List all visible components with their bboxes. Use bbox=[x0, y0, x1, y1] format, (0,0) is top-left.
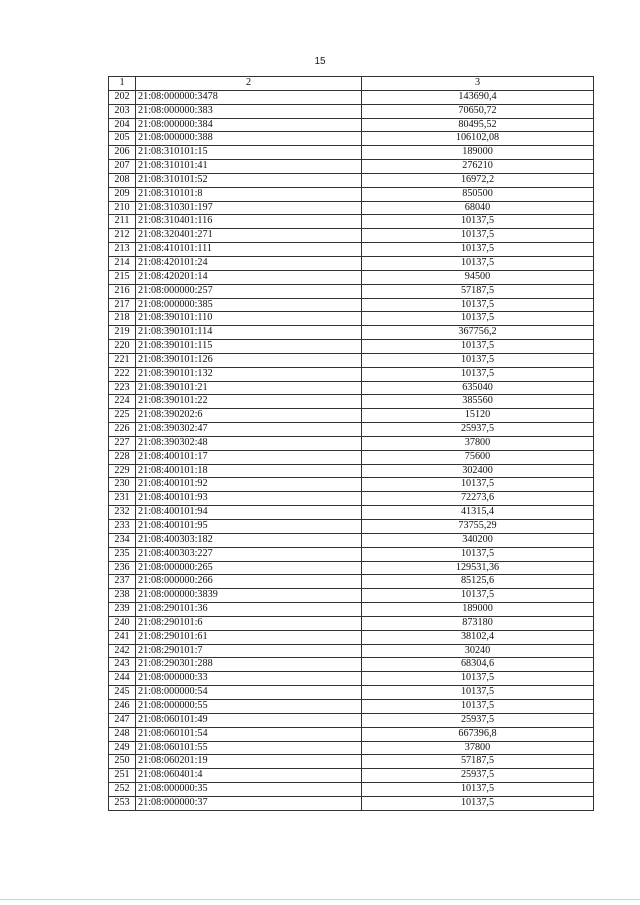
cell-cadastral-number: 21:08:060101:55 bbox=[136, 741, 362, 755]
cell-row-number: 252 bbox=[109, 783, 136, 797]
table-row bbox=[109, 104, 594, 118]
cell-cadastral-number: 21:08:400101:18 bbox=[136, 464, 362, 478]
table-row bbox=[109, 298, 594, 312]
table-row bbox=[109, 672, 594, 686]
cell-cadastral-number: 21:08:000000:35 bbox=[136, 783, 362, 797]
cell-value: 10137,5 bbox=[362, 686, 594, 700]
cell-value: 25937,5 bbox=[362, 769, 594, 783]
table-row bbox=[109, 589, 594, 603]
cell-value: 73755,29 bbox=[362, 520, 594, 534]
cell-cadastral-number: 21:08:290301:288 bbox=[136, 658, 362, 672]
cell-row-number: 246 bbox=[109, 699, 136, 713]
table-row bbox=[109, 243, 594, 257]
cell-cadastral-number: 21:08:060401:4 bbox=[136, 769, 362, 783]
table-row bbox=[109, 118, 594, 132]
cell-value: 10137,5 bbox=[362, 256, 594, 270]
cell-value: 10137,5 bbox=[362, 699, 594, 713]
cell-row-number: 217 bbox=[109, 298, 136, 312]
cell-row-number: 235 bbox=[109, 547, 136, 561]
cell-value: 367756,2 bbox=[362, 326, 594, 340]
table-row bbox=[109, 783, 594, 797]
cell-cadastral-number: 21:08:000000:37 bbox=[136, 796, 362, 810]
table-row bbox=[109, 644, 594, 658]
table-row bbox=[109, 201, 594, 215]
cell-row-number: 243 bbox=[109, 658, 136, 672]
cell-row-number: 203 bbox=[109, 104, 136, 118]
table-row bbox=[109, 90, 594, 104]
cell-row-number: 205 bbox=[109, 132, 136, 146]
page-number: 15 bbox=[314, 56, 326, 67]
cell-value: 10137,5 bbox=[362, 672, 594, 686]
cell-row-number: 232 bbox=[109, 506, 136, 520]
cell-value: 38102,4 bbox=[362, 630, 594, 644]
cell-value: 10137,5 bbox=[362, 298, 594, 312]
cell-row-number: 251 bbox=[109, 769, 136, 783]
cell-cadastral-number: 21:08:000000:3839 bbox=[136, 589, 362, 603]
cell-cadastral-number: 21:08:400101:94 bbox=[136, 506, 362, 520]
cell-cadastral-number: 21:08:290101:7 bbox=[136, 644, 362, 658]
cell-cadastral-number: 21:08:000000:266 bbox=[136, 575, 362, 589]
cell-row-number: 253 bbox=[109, 796, 136, 810]
cell-cadastral-number: 21:08:000000:383 bbox=[136, 104, 362, 118]
cell-value: 276210 bbox=[362, 160, 594, 174]
table-row bbox=[109, 492, 594, 506]
cell-cadastral-number: 21:08:310101:15 bbox=[136, 146, 362, 160]
cell-row-number: 208 bbox=[109, 173, 136, 187]
table-row bbox=[109, 326, 594, 340]
cell-row-number: 224 bbox=[109, 395, 136, 409]
cell-value: 635040 bbox=[362, 381, 594, 395]
cell-cadastral-number: 21:08:060101:54 bbox=[136, 727, 362, 741]
table-row bbox=[109, 464, 594, 478]
cell-value: 10137,5 bbox=[362, 353, 594, 367]
cell-row-number: 241 bbox=[109, 630, 136, 644]
cell-row-number: 231 bbox=[109, 492, 136, 506]
table-row bbox=[109, 353, 594, 367]
cell-value: 10137,5 bbox=[362, 243, 594, 257]
cell-value: 143690,4 bbox=[362, 90, 594, 104]
cell-value: 37800 bbox=[362, 741, 594, 755]
cell-row-number: 242 bbox=[109, 644, 136, 658]
cell-cadastral-number: 21:08:320401:271 bbox=[136, 229, 362, 243]
cell-row-number: 250 bbox=[109, 755, 136, 769]
cell-value: 25937,5 bbox=[362, 423, 594, 437]
cell-value: 15120 bbox=[362, 409, 594, 423]
cell-row-number: 218 bbox=[109, 312, 136, 326]
cell-row-number: 240 bbox=[109, 616, 136, 630]
cell-value: 10137,5 bbox=[362, 783, 594, 797]
cell-value: 667396,8 bbox=[362, 727, 594, 741]
cell-value: 68304,6 bbox=[362, 658, 594, 672]
cell-value: 75600 bbox=[362, 450, 594, 464]
cell-row-number: 215 bbox=[109, 270, 136, 284]
table-row bbox=[109, 658, 594, 672]
cell-value: 80495,52 bbox=[362, 118, 594, 132]
cell-value: 25937,5 bbox=[362, 713, 594, 727]
cell-value: 873180 bbox=[362, 616, 594, 630]
cell-row-number: 202 bbox=[109, 90, 136, 104]
cell-row-number: 236 bbox=[109, 561, 136, 575]
cell-cadastral-number: 21:08:400101:95 bbox=[136, 520, 362, 534]
cell-cadastral-number: 21:08:290101:36 bbox=[136, 603, 362, 617]
table-row bbox=[109, 713, 594, 727]
cell-cadastral-number: 21:08:390302:48 bbox=[136, 436, 362, 450]
cell-row-number: 248 bbox=[109, 727, 136, 741]
cell-cadastral-number: 21:08:410101:111 bbox=[136, 243, 362, 257]
table-row bbox=[109, 755, 594, 769]
cell-row-number: 225 bbox=[109, 409, 136, 423]
table-row bbox=[109, 146, 594, 160]
table-row bbox=[109, 187, 594, 201]
cell-cadastral-number: 21:08:390101:22 bbox=[136, 395, 362, 409]
cell-value: 57187,5 bbox=[362, 284, 594, 298]
table-row bbox=[109, 381, 594, 395]
cell-cadastral-number: 21:08:000000:385 bbox=[136, 298, 362, 312]
cell-value: 68040 bbox=[362, 201, 594, 215]
table-row bbox=[109, 160, 594, 174]
cell-cadastral-number: 21:08:060101:49 bbox=[136, 713, 362, 727]
table-row bbox=[109, 741, 594, 755]
cell-cadastral-number: 21:08:390101:126 bbox=[136, 353, 362, 367]
cell-value: 129531,36 bbox=[362, 561, 594, 575]
table-body bbox=[109, 77, 594, 811]
cell-value: 85125,6 bbox=[362, 575, 594, 589]
cell-cadastral-number: 21:08:420101:24 bbox=[136, 256, 362, 270]
cell-cadastral-number: 21:08:400101:92 bbox=[136, 478, 362, 492]
column-header: 1 bbox=[109, 77, 136, 91]
table-row bbox=[109, 478, 594, 492]
cell-row-number: 223 bbox=[109, 381, 136, 395]
cell-row-number: 228 bbox=[109, 450, 136, 464]
cell-value: 57187,5 bbox=[362, 755, 594, 769]
page-bottom-edge bbox=[0, 899, 640, 900]
cell-cadastral-number: 21:08:000000:3478 bbox=[136, 90, 362, 104]
table-row bbox=[109, 409, 594, 423]
table-row bbox=[109, 575, 594, 589]
cell-cadastral-number: 21:08:390302:47 bbox=[136, 423, 362, 437]
cell-value: 10137,5 bbox=[362, 312, 594, 326]
cell-cadastral-number: 21:08:390101:132 bbox=[136, 367, 362, 381]
cell-value: 70650,72 bbox=[362, 104, 594, 118]
cell-cadastral-number: 21:08:310101:41 bbox=[136, 160, 362, 174]
cell-row-number: 220 bbox=[109, 340, 136, 354]
cell-cadastral-number: 21:08:420201:14 bbox=[136, 270, 362, 284]
cell-cadastral-number: 21:08:310401:116 bbox=[136, 215, 362, 229]
table-row bbox=[109, 506, 594, 520]
cell-row-number: 238 bbox=[109, 589, 136, 603]
cell-row-number: 247 bbox=[109, 713, 136, 727]
cell-cadastral-number: 21:08:290101:61 bbox=[136, 630, 362, 644]
cell-row-number: 221 bbox=[109, 353, 136, 367]
table-row bbox=[109, 520, 594, 534]
table-row bbox=[109, 436, 594, 450]
cell-value: 10137,5 bbox=[362, 589, 594, 603]
cell-cadastral-number: 21:08:000000:33 bbox=[136, 672, 362, 686]
cell-row-number: 239 bbox=[109, 603, 136, 617]
cell-cadastral-number: 21:08:000000:384 bbox=[136, 118, 362, 132]
cell-value: 41315,4 bbox=[362, 506, 594, 520]
cell-cadastral-number: 21:08:060201:19 bbox=[136, 755, 362, 769]
cell-value: 189000 bbox=[362, 603, 594, 617]
column-header: 3 bbox=[362, 77, 594, 91]
cell-row-number: 212 bbox=[109, 229, 136, 243]
cell-value: 10137,5 bbox=[362, 229, 594, 243]
cell-cadastral-number: 21:08:390101:114 bbox=[136, 326, 362, 340]
data-table bbox=[108, 76, 594, 811]
cell-value: 10137,5 bbox=[362, 340, 594, 354]
table-row bbox=[109, 284, 594, 298]
table-row bbox=[109, 616, 594, 630]
cell-row-number: 219 bbox=[109, 326, 136, 340]
table-row bbox=[109, 173, 594, 187]
cell-cadastral-number: 21:08:000000:257 bbox=[136, 284, 362, 298]
cell-value: 385560 bbox=[362, 395, 594, 409]
table-row bbox=[109, 769, 594, 783]
table-row bbox=[109, 796, 594, 810]
cell-cadastral-number: 21:08:390101:115 bbox=[136, 340, 362, 354]
cell-value: 30240 bbox=[362, 644, 594, 658]
cell-cadastral-number: 21:08:000000:54 bbox=[136, 686, 362, 700]
table-row bbox=[109, 686, 594, 700]
table-row bbox=[109, 367, 594, 381]
cell-value: 37800 bbox=[362, 436, 594, 450]
cell-cadastral-number: 21:08:000000:388 bbox=[136, 132, 362, 146]
cell-value: 106102,08 bbox=[362, 132, 594, 146]
cell-cadastral-number: 21:08:000000:55 bbox=[136, 699, 362, 713]
cell-value: 340200 bbox=[362, 533, 594, 547]
cell-row-number: 209 bbox=[109, 187, 136, 201]
cell-value: 10137,5 bbox=[362, 367, 594, 381]
cell-row-number: 206 bbox=[109, 146, 136, 160]
cell-row-number: 245 bbox=[109, 686, 136, 700]
cell-cadastral-number: 21:08:000000:265 bbox=[136, 561, 362, 575]
cell-value: 850500 bbox=[362, 187, 594, 201]
cell-value: 10137,5 bbox=[362, 796, 594, 810]
table-row bbox=[109, 270, 594, 284]
cell-cadastral-number: 21:08:400303:182 bbox=[136, 533, 362, 547]
cell-cadastral-number: 21:08:310101:52 bbox=[136, 173, 362, 187]
table-row bbox=[109, 727, 594, 741]
table-row bbox=[109, 561, 594, 575]
table-row bbox=[109, 132, 594, 146]
cell-row-number: 204 bbox=[109, 118, 136, 132]
column-header: 2 bbox=[136, 77, 362, 91]
table-row bbox=[109, 423, 594, 437]
cell-cadastral-number: 21:08:290101:6 bbox=[136, 616, 362, 630]
cell-value: 72273,6 bbox=[362, 492, 594, 506]
cell-value: 10137,5 bbox=[362, 478, 594, 492]
cell-cadastral-number: 21:08:390101:110 bbox=[136, 312, 362, 326]
cell-row-number: 230 bbox=[109, 478, 136, 492]
table-row bbox=[109, 547, 594, 561]
table-row bbox=[109, 395, 594, 409]
cell-value: 10137,5 bbox=[362, 215, 594, 229]
cell-row-number: 227 bbox=[109, 436, 136, 450]
cell-value: 302400 bbox=[362, 464, 594, 478]
table-row bbox=[109, 630, 594, 644]
table-row bbox=[109, 312, 594, 326]
table-row bbox=[109, 215, 594, 229]
table-row bbox=[109, 256, 594, 270]
cell-row-number: 214 bbox=[109, 256, 136, 270]
cell-row-number: 233 bbox=[109, 520, 136, 534]
cell-row-number: 211 bbox=[109, 215, 136, 229]
cell-cadastral-number: 21:08:390202:6 bbox=[136, 409, 362, 423]
cell-row-number: 249 bbox=[109, 741, 136, 755]
table-row bbox=[109, 603, 594, 617]
cell-row-number: 226 bbox=[109, 423, 136, 437]
cell-value: 189000 bbox=[362, 146, 594, 160]
cell-cadastral-number: 21:08:400101:17 bbox=[136, 450, 362, 464]
cell-row-number: 229 bbox=[109, 464, 136, 478]
table-row bbox=[109, 229, 594, 243]
cell-value: 94500 bbox=[362, 270, 594, 284]
cell-cadastral-number: 21:08:310101:8 bbox=[136, 187, 362, 201]
cell-cadastral-number: 21:08:400101:93 bbox=[136, 492, 362, 506]
cell-row-number: 237 bbox=[109, 575, 136, 589]
table-row bbox=[109, 533, 594, 547]
cell-cadastral-number: 21:08:390101:21 bbox=[136, 381, 362, 395]
cell-value: 10137,5 bbox=[362, 547, 594, 561]
cell-row-number: 216 bbox=[109, 284, 136, 298]
cell-row-number: 213 bbox=[109, 243, 136, 257]
table-row bbox=[109, 699, 594, 713]
cell-row-number: 210 bbox=[109, 201, 136, 215]
table-header-row bbox=[109, 77, 594, 91]
table-row bbox=[109, 450, 594, 464]
cell-row-number: 244 bbox=[109, 672, 136, 686]
table-row bbox=[109, 340, 594, 354]
cell-value: 16972,2 bbox=[362, 173, 594, 187]
cell-row-number: 222 bbox=[109, 367, 136, 381]
cell-row-number: 207 bbox=[109, 160, 136, 174]
cell-cadastral-number: 21:08:310301:197 bbox=[136, 201, 362, 215]
cell-cadastral-number: 21:08:400303:227 bbox=[136, 547, 362, 561]
cell-row-number: 234 bbox=[109, 533, 136, 547]
